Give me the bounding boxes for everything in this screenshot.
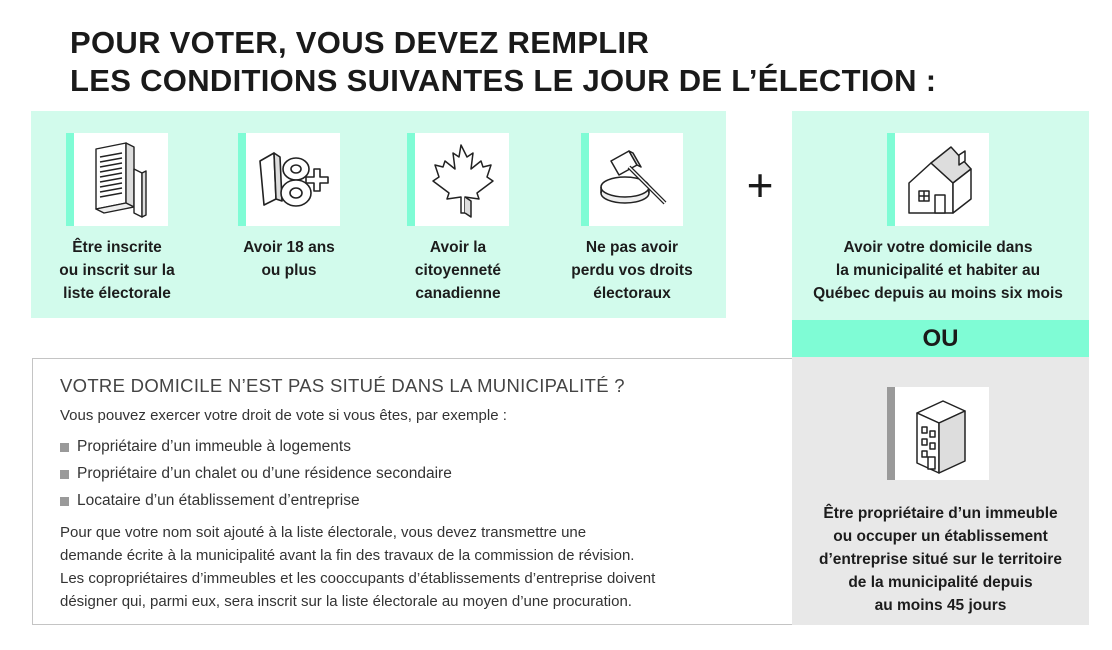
- condition-icon-box: [887, 387, 989, 480]
- condition-label: [552, 236, 712, 305]
- info-heading: VOTRE DOMICILE N’EST PAS SITUÉ DANS LA MUNICIPALITÉ ?: [60, 375, 625, 396]
- paragraph-line: Les copropriétaires d’immeubles et les cooccupants d’établissements d’entreprise doivent: [60, 570, 656, 587]
- title-rest: VOUS DEVEZ REMPLIR: [286, 25, 650, 60]
- label-line: d’entreprise situé sur le territoire: [819, 551, 1062, 568]
- condition-label: [792, 502, 1089, 617]
- age-18-plus-icon: [252, 139, 334, 221]
- info-paragraph: [60, 521, 655, 613]
- condition-icon-box: [238, 133, 340, 226]
- or-separator: OU: [792, 320, 1089, 357]
- accent-bar: [581, 133, 589, 226]
- house-icon: [901, 139, 983, 221]
- accent-bar: [407, 133, 415, 226]
- label-line: la municipalité et habiter au: [835, 262, 1041, 279]
- paragraph-line: désigner qui, parmi eux, sera inscrit sur la liste électorale au moyen d’une procuration.: [60, 593, 632, 610]
- building-icon: [901, 393, 983, 475]
- paragraph-line: demande écrite à la municipalité avant la fin des travaux de la commission de révision.: [60, 547, 635, 564]
- label-line: liste électorale: [63, 285, 171, 302]
- label-line: canadienne: [415, 285, 501, 302]
- condition-icon-box: [66, 133, 168, 226]
- label-line: Ne pas avoir: [585, 239, 679, 256]
- condition-icon-box: [581, 133, 683, 226]
- condition-citizenship: [378, 133, 538, 305]
- label-line: Avoir 18 ans: [243, 239, 335, 256]
- condition-label: [378, 236, 538, 305]
- accent-bar: [887, 387, 895, 480]
- accent-bar: [887, 133, 895, 226]
- condition-owner: [792, 387, 1089, 617]
- title-line-1: [70, 24, 1070, 62]
- condition-label: [37, 236, 197, 305]
- label-line: Être propriétaire d’un immeuble: [823, 505, 1058, 522]
- label-line: de la municipalité depuis: [848, 574, 1033, 591]
- info-list: [60, 433, 452, 514]
- label-line: Avoir votre domicile dans: [843, 239, 1033, 256]
- label-line: ou occuper un établissement: [833, 528, 1048, 545]
- label-line: au moins 45 jours: [874, 597, 1007, 614]
- label-line: citoyenneté: [414, 262, 502, 279]
- label-line: électoraux: [593, 285, 671, 302]
- condition-domicile: [813, 133, 1063, 305]
- accent-bar: [66, 133, 74, 226]
- label-line: Avoir la: [429, 239, 487, 256]
- label-line: ou inscrit sur la: [59, 262, 175, 279]
- condition-rights: [552, 133, 712, 305]
- condition-label: [811, 236, 1065, 305]
- condition-icon-box: [887, 133, 989, 226]
- list-item: Propriétaire d’un immeuble à logements: [60, 433, 452, 460]
- document-list-icon: [80, 139, 162, 221]
- label-line: perdu vos droits: [571, 262, 693, 279]
- condition-icon-box: [407, 133, 509, 226]
- info-box: [32, 358, 792, 625]
- list-item: Locataire d’un établissement d’entreprise: [60, 487, 452, 514]
- title-bold: POUR VOTER,: [70, 25, 287, 60]
- condition-registered: [37, 133, 197, 305]
- list-item: Propriétaire d’un chalet ou d’une résidence secondaire: [60, 460, 452, 487]
- condition-age: [209, 133, 369, 282]
- page-title: [70, 24, 1070, 100]
- maple-leaf-icon: [421, 139, 503, 221]
- title-line-2: LES CONDITIONS SUIVANTES LE JOUR DE L’ÉLECTION :: [70, 63, 937, 98]
- label-line: Être inscrite: [72, 239, 162, 256]
- accent-bar: [238, 133, 246, 226]
- label-line: ou plus: [261, 262, 317, 279]
- info-intro: Vous pouvez exercer votre droit de vote si vous êtes, par exemple :: [60, 407, 507, 424]
- label-line: Québec depuis au moins six mois: [813, 285, 1063, 302]
- paragraph-line: Pour que votre nom soit ajouté à la liste électorale, vous devez transmettre une: [60, 524, 587, 541]
- gavel-icon: [595, 139, 677, 221]
- plus-sign: +: [746, 159, 774, 211]
- condition-label: [209, 236, 369, 282]
